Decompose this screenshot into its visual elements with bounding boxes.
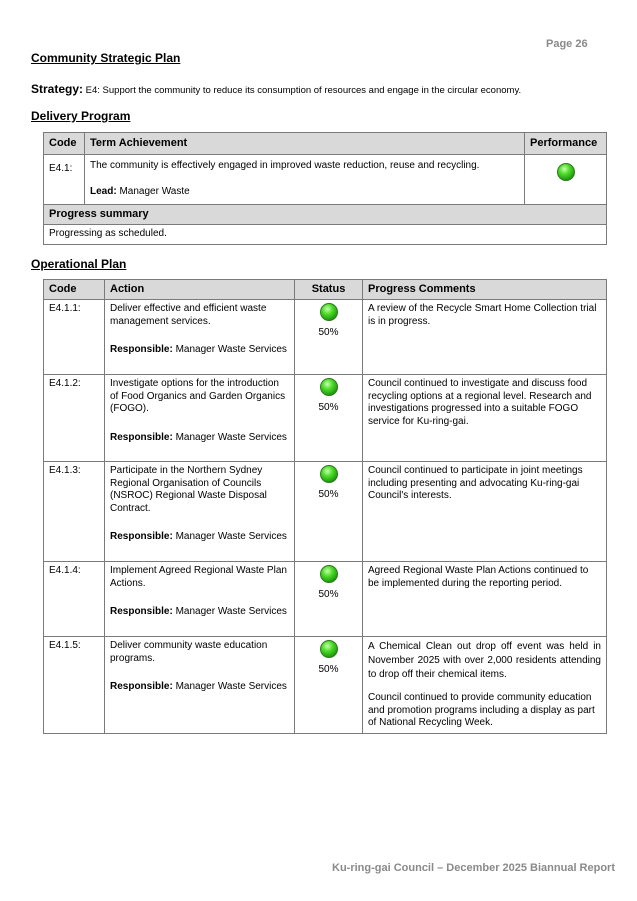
action-cell (105, 375, 295, 462)
table-row (44, 300, 607, 375)
page-number: Page 26 (546, 38, 588, 50)
status-cell (295, 562, 363, 637)
progress-comment: Council continued to participate in joint meetings including presenting and advocating Ku-ring-gai Council's interests. (363, 462, 607, 562)
responsible-value: Manager Waste Services (175, 431, 287, 443)
operational-plan-table (43, 279, 607, 734)
action-code: E4.1.1: (44, 300, 105, 375)
action-code: E4.1.2: (44, 375, 105, 462)
operational-plan-heading: Operational Plan (31, 257, 127, 271)
status-percent: 50% (318, 402, 339, 413)
responsible-line (110, 432, 289, 445)
action-text: Investigate options for the introduction of Food Organics and Garden Organics (FOGO). (110, 378, 286, 414)
performance-indicator-icon (557, 163, 575, 181)
page-title: Community Strategic Plan (31, 51, 181, 65)
lead-value: Manager Waste (119, 185, 190, 197)
responsible-label: Responsible: (110, 531, 173, 542)
progress-comment: A Chemical Clean out drop off event was held in November 2025 with over 2,000 residents attending to drop off their chemical items. (368, 641, 601, 680)
action-cell (105, 300, 295, 375)
lead-line (90, 186, 519, 199)
status-indicator-icon (320, 378, 338, 396)
status-percent: 50% (318, 327, 339, 338)
delivery-program-heading: Delivery Program (31, 109, 131, 123)
table-row (44, 375, 607, 462)
header-code: Code (44, 133, 85, 155)
responsible-value: Manager Waste Services (175, 606, 287, 617)
performance-cell (525, 155, 607, 205)
action-code: E4.1.4: (44, 562, 105, 637)
action-text: Participate in the Northern Sydney Regional Organisation of Councils (NSROC) Regional Waste Disposal Contract. (110, 465, 267, 514)
header-performance: Performance (525, 133, 607, 155)
progress-comment: Council continued to provide community education and promotion programs including a display as part of National Recycling Week. (368, 692, 595, 728)
status-cell (295, 462, 363, 562)
status-cell (295, 375, 363, 462)
header-term-achievement: Term Achievement (85, 133, 525, 155)
responsible-label: Responsible: (110, 681, 173, 692)
status-percent: 50% (318, 664, 339, 675)
action-text: Implement Agreed Regional Waste Plan Actions. (110, 565, 287, 589)
table-row (44, 155, 607, 205)
footer: Ku-ring-gai Council – December 2025 Biannual Report (332, 862, 616, 874)
status-cell (295, 300, 363, 375)
action-code: E4.1.3: (44, 462, 105, 562)
status-indicator-icon (320, 640, 338, 658)
status-indicator-icon (320, 303, 338, 321)
responsible-line (110, 606, 289, 619)
responsible-label: Responsible: (110, 606, 173, 617)
status-cell (295, 637, 363, 734)
progress-comment: Agreed Regional Waste Plan Actions continued to be implemented during the reporting period. (363, 562, 607, 637)
action-text: Deliver effective and efficient waste management services. (110, 303, 267, 327)
action-cell (105, 637, 295, 734)
header-status: Status (295, 280, 363, 300)
strategy-label: Strategy: (31, 82, 84, 96)
status-indicator-icon (320, 565, 338, 583)
responsible-line (110, 344, 289, 357)
action-cell (105, 462, 295, 562)
strategy-line (31, 82, 521, 96)
status-indicator-icon (320, 465, 338, 483)
progress-comment: A review of the Recycle Smart Home Collection trial is in progress. (363, 300, 607, 375)
term-achievement-cell (85, 155, 525, 205)
responsible-value: Manager Waste Services (175, 531, 287, 542)
progress-comment: Council continued to investigate and discuss food recycling options at a regional level. Research and investigations progressed into a suitable FOGO service for Ku-ring-gai. (363, 375, 607, 462)
action-text: Deliver community waste education programs. (110, 640, 268, 664)
responsible-line (110, 681, 289, 694)
responsible-label: Responsible: (110, 431, 173, 443)
strategy-text: E4: Support the community to reduce its consumption of resources and engage in the circular economy. (85, 85, 522, 96)
header-code: Code (44, 280, 105, 300)
progress-comments-cell (363, 637, 607, 734)
responsible-label: Responsible: (110, 344, 173, 355)
header-progress-comments: Progress Comments (363, 280, 607, 300)
progress-summary-text: Progressing as scheduled. (44, 225, 607, 245)
lead-label: Lead: (90, 185, 117, 197)
action-cell (105, 562, 295, 637)
progress-summary-label: Progress summary (44, 205, 607, 225)
table-row (44, 637, 607, 734)
responsible-value: Manager Waste Services (175, 681, 287, 692)
table-row (44, 562, 607, 637)
status-percent: 50% (318, 489, 339, 500)
term-achievement-text: The community is effectively engaged in improved waste reduction, reuse and recycling. (90, 160, 480, 171)
responsible-value: Manager Waste Services (175, 344, 287, 355)
delivery-program-table (43, 132, 607, 245)
table-row (44, 462, 607, 562)
status-percent: 50% (318, 589, 339, 600)
action-code: E4.1.5: (44, 637, 105, 734)
term-code: E4.1: (44, 155, 85, 205)
header-action: Action (105, 280, 295, 300)
responsible-line (110, 531, 289, 544)
